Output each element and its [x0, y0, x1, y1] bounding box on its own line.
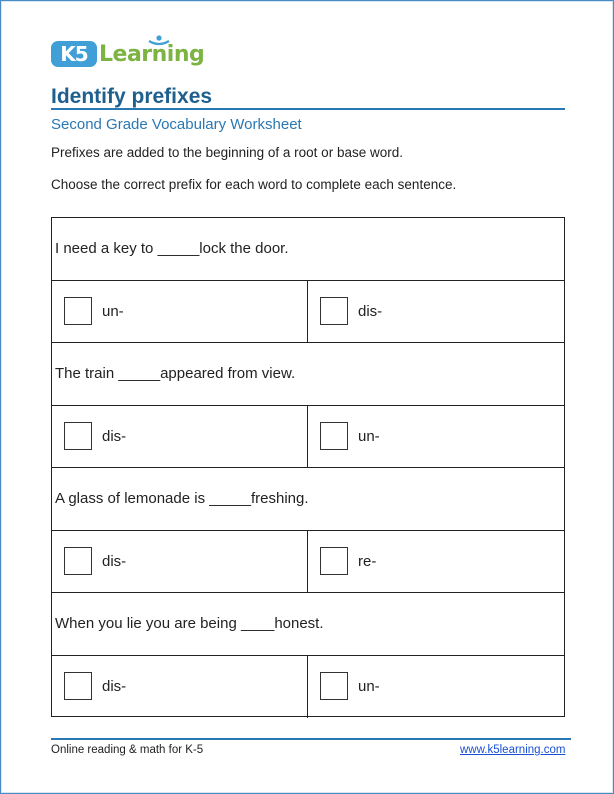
option-cell[interactable] — [52, 281, 308, 343]
option-label: un- — [102, 302, 124, 320]
option-label: dis- — [102, 552, 127, 570]
question-row — [52, 468, 564, 531]
option-cell[interactable] — [308, 531, 564, 593]
k5-learning-logo[interactable] — [51, 39, 205, 73]
question-row — [52, 218, 564, 281]
title-divider — [51, 108, 565, 110]
option-label: dis- — [102, 678, 127, 696]
options-row — [52, 656, 564, 719]
question-table — [51, 217, 565, 717]
option-label: un- — [358, 678, 380, 696]
intro-text-2: Choose the correct prefix for each word to complete each sentence. — [51, 177, 457, 192]
option-cell[interactable] — [308, 406, 564, 468]
answer-checkbox[interactable] — [64, 547, 92, 575]
answer-checkbox[interactable] — [320, 422, 348, 450]
answer-checkbox[interactable] — [320, 547, 348, 575]
logo-k5-badge: K5 — [51, 41, 97, 67]
answer-checkbox[interactable] — [64, 422, 92, 450]
options-row — [52, 531, 564, 594]
options-row — [52, 281, 564, 344]
question-sentence: I need a key to _____lock the door. — [55, 240, 289, 258]
page-title: Identify prefixes — [51, 85, 213, 108]
option-cell[interactable] — [52, 656, 308, 719]
question-row — [52, 343, 564, 406]
question-sentence: When you lie you are being ____honest. — [55, 615, 324, 633]
footer-website-link[interactable]: www.k5learning.com — [460, 744, 566, 756]
intro-text-1: Prefixes are added to the beginning of a root or base word. — [51, 145, 403, 160]
option-label: dis- — [102, 427, 127, 445]
answer-checkbox[interactable] — [320, 297, 348, 325]
question-row — [52, 593, 564, 656]
option-cell[interactable] — [308, 656, 564, 719]
answer-checkbox[interactable] — [64, 297, 92, 325]
option-cell[interactable] — [52, 531, 308, 593]
logo-wordmark: Learning — [99, 42, 205, 67]
option-label: dis- — [358, 302, 383, 320]
answer-checkbox[interactable] — [320, 672, 348, 700]
question-sentence: The train _____appeared from view. — [55, 365, 296, 383]
footer-divider — [51, 738, 571, 740]
option-cell[interactable] — [308, 281, 564, 343]
footer-tagline: Online reading & math for K-5 — [51, 744, 204, 756]
answer-checkbox[interactable] — [64, 672, 92, 700]
question-sentence: A glass of lemonade is _____freshing. — [55, 490, 309, 508]
option-cell[interactable] — [52, 406, 308, 468]
option-label: un- — [358, 427, 380, 445]
logo-person-icon — [147, 35, 171, 49]
option-label: re- — [358, 552, 377, 570]
page-subtitle: Second Grade Vocabulary Worksheet — [51, 116, 302, 133]
options-row — [52, 406, 564, 469]
